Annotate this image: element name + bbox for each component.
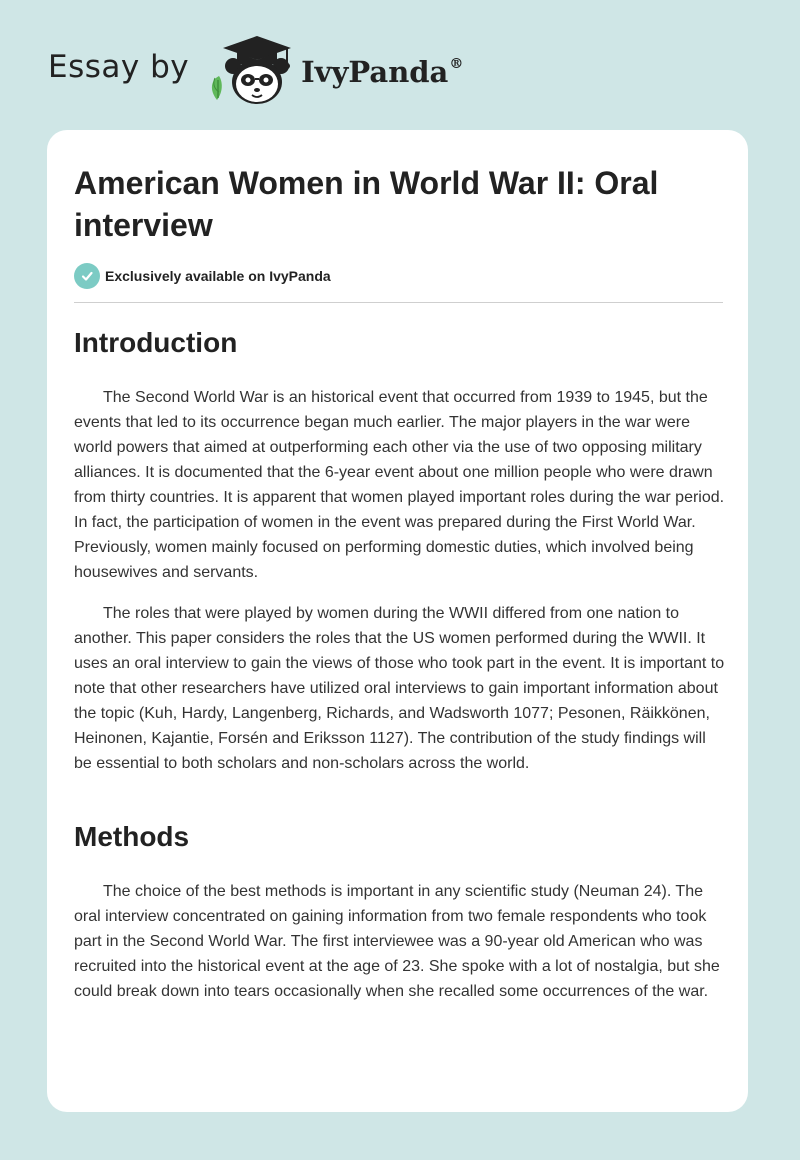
site-header — [48, 30, 463, 110]
paragraph: The roles that were played by women during the WWII differed from one nation to another. This paper considers the roles that the US women performed during the WWII. It uses an oral interview to gain the views of those who took part in the event. It is important to note that other researchers have utilized oral interviews to gain important information about the topic (Kuh, Hardy, Langenberg, Richards, and Wadsworth 1077; Pesonen, Räikkönen, Heinonen, Kajantie, Forsén and Eriksson 1127). The contribution of the study findings will be essential to both scholars and non-scholars across the world. — [74, 605, 725, 772]
paragraph: The Second World War is an historical event that occurred from 1939 to 1945, but the events that led to its occurrence began much earlier. The major players in the war were world powers that aimed at outperforming each other via the use of two opposing military alliances. It is documented that the 6-year event about one million people who were drawn from thirty countries. It is apparent that women played important roles during the war period. In fact, the participation of women in the event was prepared during the First World War. Previously, women mainly focused on performing domestic duties, which involved being housewives and servants. — [74, 389, 725, 581]
essay-card — [47, 130, 748, 1112]
checkmark-icon — [74, 263, 100, 289]
section-heading-introduction: Introduction — [74, 327, 238, 358]
panda-logo-icon — [203, 30, 299, 110]
divider — [74, 302, 723, 303]
brand-name: IvyPanda® — [301, 55, 464, 89]
registered-mark: ® — [449, 56, 464, 72]
essay-by-label: Essay by — [48, 49, 190, 85]
paragraph: The choice of the best methods is important in any scientific study (Neuman 24). The oral interview concentrated on gaining information from two female respondents who took part in the Second World War. The first interviewee was a 90-year old American who was recruited into the historical event at the age of 23. She spoke with a lot of nostalgia, but she could break down into tears occasionally when she recalled some occurrences of the war. — [74, 883, 720, 1000]
ivypanda-logo[interactable] — [203, 30, 463, 110]
exclusive-badge — [74, 263, 331, 289]
page-title: American Women in World War II: Oral interview — [74, 165, 659, 243]
exclusive-label: Exclusively available on IvyPanda — [105, 268, 331, 284]
section-heading-methods: Methods — [74, 821, 190, 852]
